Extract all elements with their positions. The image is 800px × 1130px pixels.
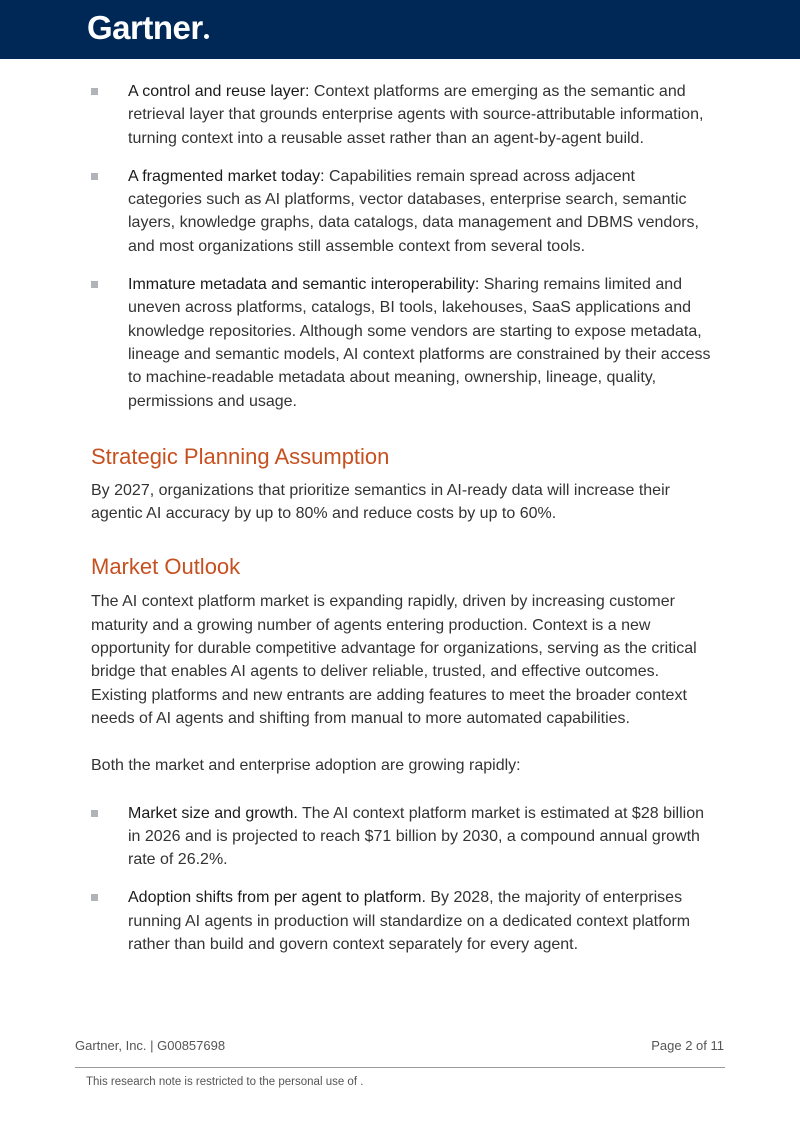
gartner-logo: Gartner xyxy=(87,6,209,50)
footer-note: This research note is restricted to the personal use of . xyxy=(86,1076,364,1088)
page-header xyxy=(0,0,800,59)
bullet-lead: A control and reuse layer: xyxy=(128,83,310,100)
bullet-text: Sharing remains limited and uneven across platforms, catalogs, BI tools, lakehouses, SaaS applications and knowledge repositories. Although some vendors are starting to expose metadata, lineage and semantic models, AI context platforms are constrained by their access to machine-readable metadata about meaning, ownership, lineage, quality, permissions and usage. xyxy=(128,276,711,410)
list-item xyxy=(91,886,711,956)
list-item xyxy=(91,165,711,258)
bullet-square-icon xyxy=(91,173,98,180)
list-item xyxy=(91,80,711,150)
spa-text: By 2027, organizations that prioritize semantics in AI-ready data will increase their agentic AI accuracy by up to 80% and reduce costs by up to 60%. xyxy=(91,481,670,523)
list-item xyxy=(91,802,711,872)
bullet-lead: Market size and growth. xyxy=(128,804,298,822)
outlook-intro: Both the market and enterprise adoption are growing rapidly: xyxy=(91,757,521,775)
bullet-square-icon xyxy=(91,281,98,288)
bullet-lead: A fragmented market today: xyxy=(128,167,325,185)
footer-page-number: Page 2 of 11 xyxy=(651,1038,724,1053)
outlook-heading: Market Outlook xyxy=(91,554,241,580)
page-content xyxy=(91,80,711,971)
bullet-lead: Adoption shifts from per agent to platform. xyxy=(128,889,426,907)
bullet-text: The AI context platform market is estimated at $28 billion in 2026 and is projected to reach $71 billion by 2030, a compound annual growth rate of 26.2%. xyxy=(128,804,704,869)
bullet-square-icon xyxy=(91,810,98,817)
outlook-paragraph: The AI context platform market is expanding rapidly, driven by increasing customer maturity and a growing number of agents entering production. Context is a new opportunity for durable competitive advantage for organizations, serving as the critical bridge that enables AI agents to deliver reliable, trusted, and effective outcomes. Existing platforms and new entrants are adding features to meet the broader context needs of AI agents and shifting from manual to more automated capabilities. xyxy=(91,593,697,727)
footer-doc-id: Gartner, Inc. | G00857698 xyxy=(75,1038,226,1053)
bullet-text: Capabilities remain spread across adjacent categories such as AI platforms, vector databases, enterprise search, semantic layers, knowledge graphs, data catalogs, data management and DBMS vendors, and most organizations still assemble context from several tools. xyxy=(128,167,699,255)
spa-heading: Strategic Planning Assumption xyxy=(91,443,390,469)
bullet-square-icon xyxy=(91,88,98,95)
footer-divider xyxy=(75,1067,725,1068)
bullet-text: Context platforms are emerging as the semantic and retrieval layer that grounds enterprise agents with source-attributable information, turning context into a reusable asset rather than an agent-by-agent build. xyxy=(128,83,704,147)
bullet-square-icon xyxy=(91,894,98,901)
bullet-lead: Immature metadata and semantic interoperability: xyxy=(128,276,480,294)
list-item xyxy=(91,273,711,413)
bullet-text: By 2028, the majority of enterprises running AI agents in production will standardize on a dedicated context platform rather than build and govern context separately for every agent. xyxy=(128,889,691,954)
top-bullet-list xyxy=(91,80,711,413)
bottom-bullet-list xyxy=(91,802,711,957)
